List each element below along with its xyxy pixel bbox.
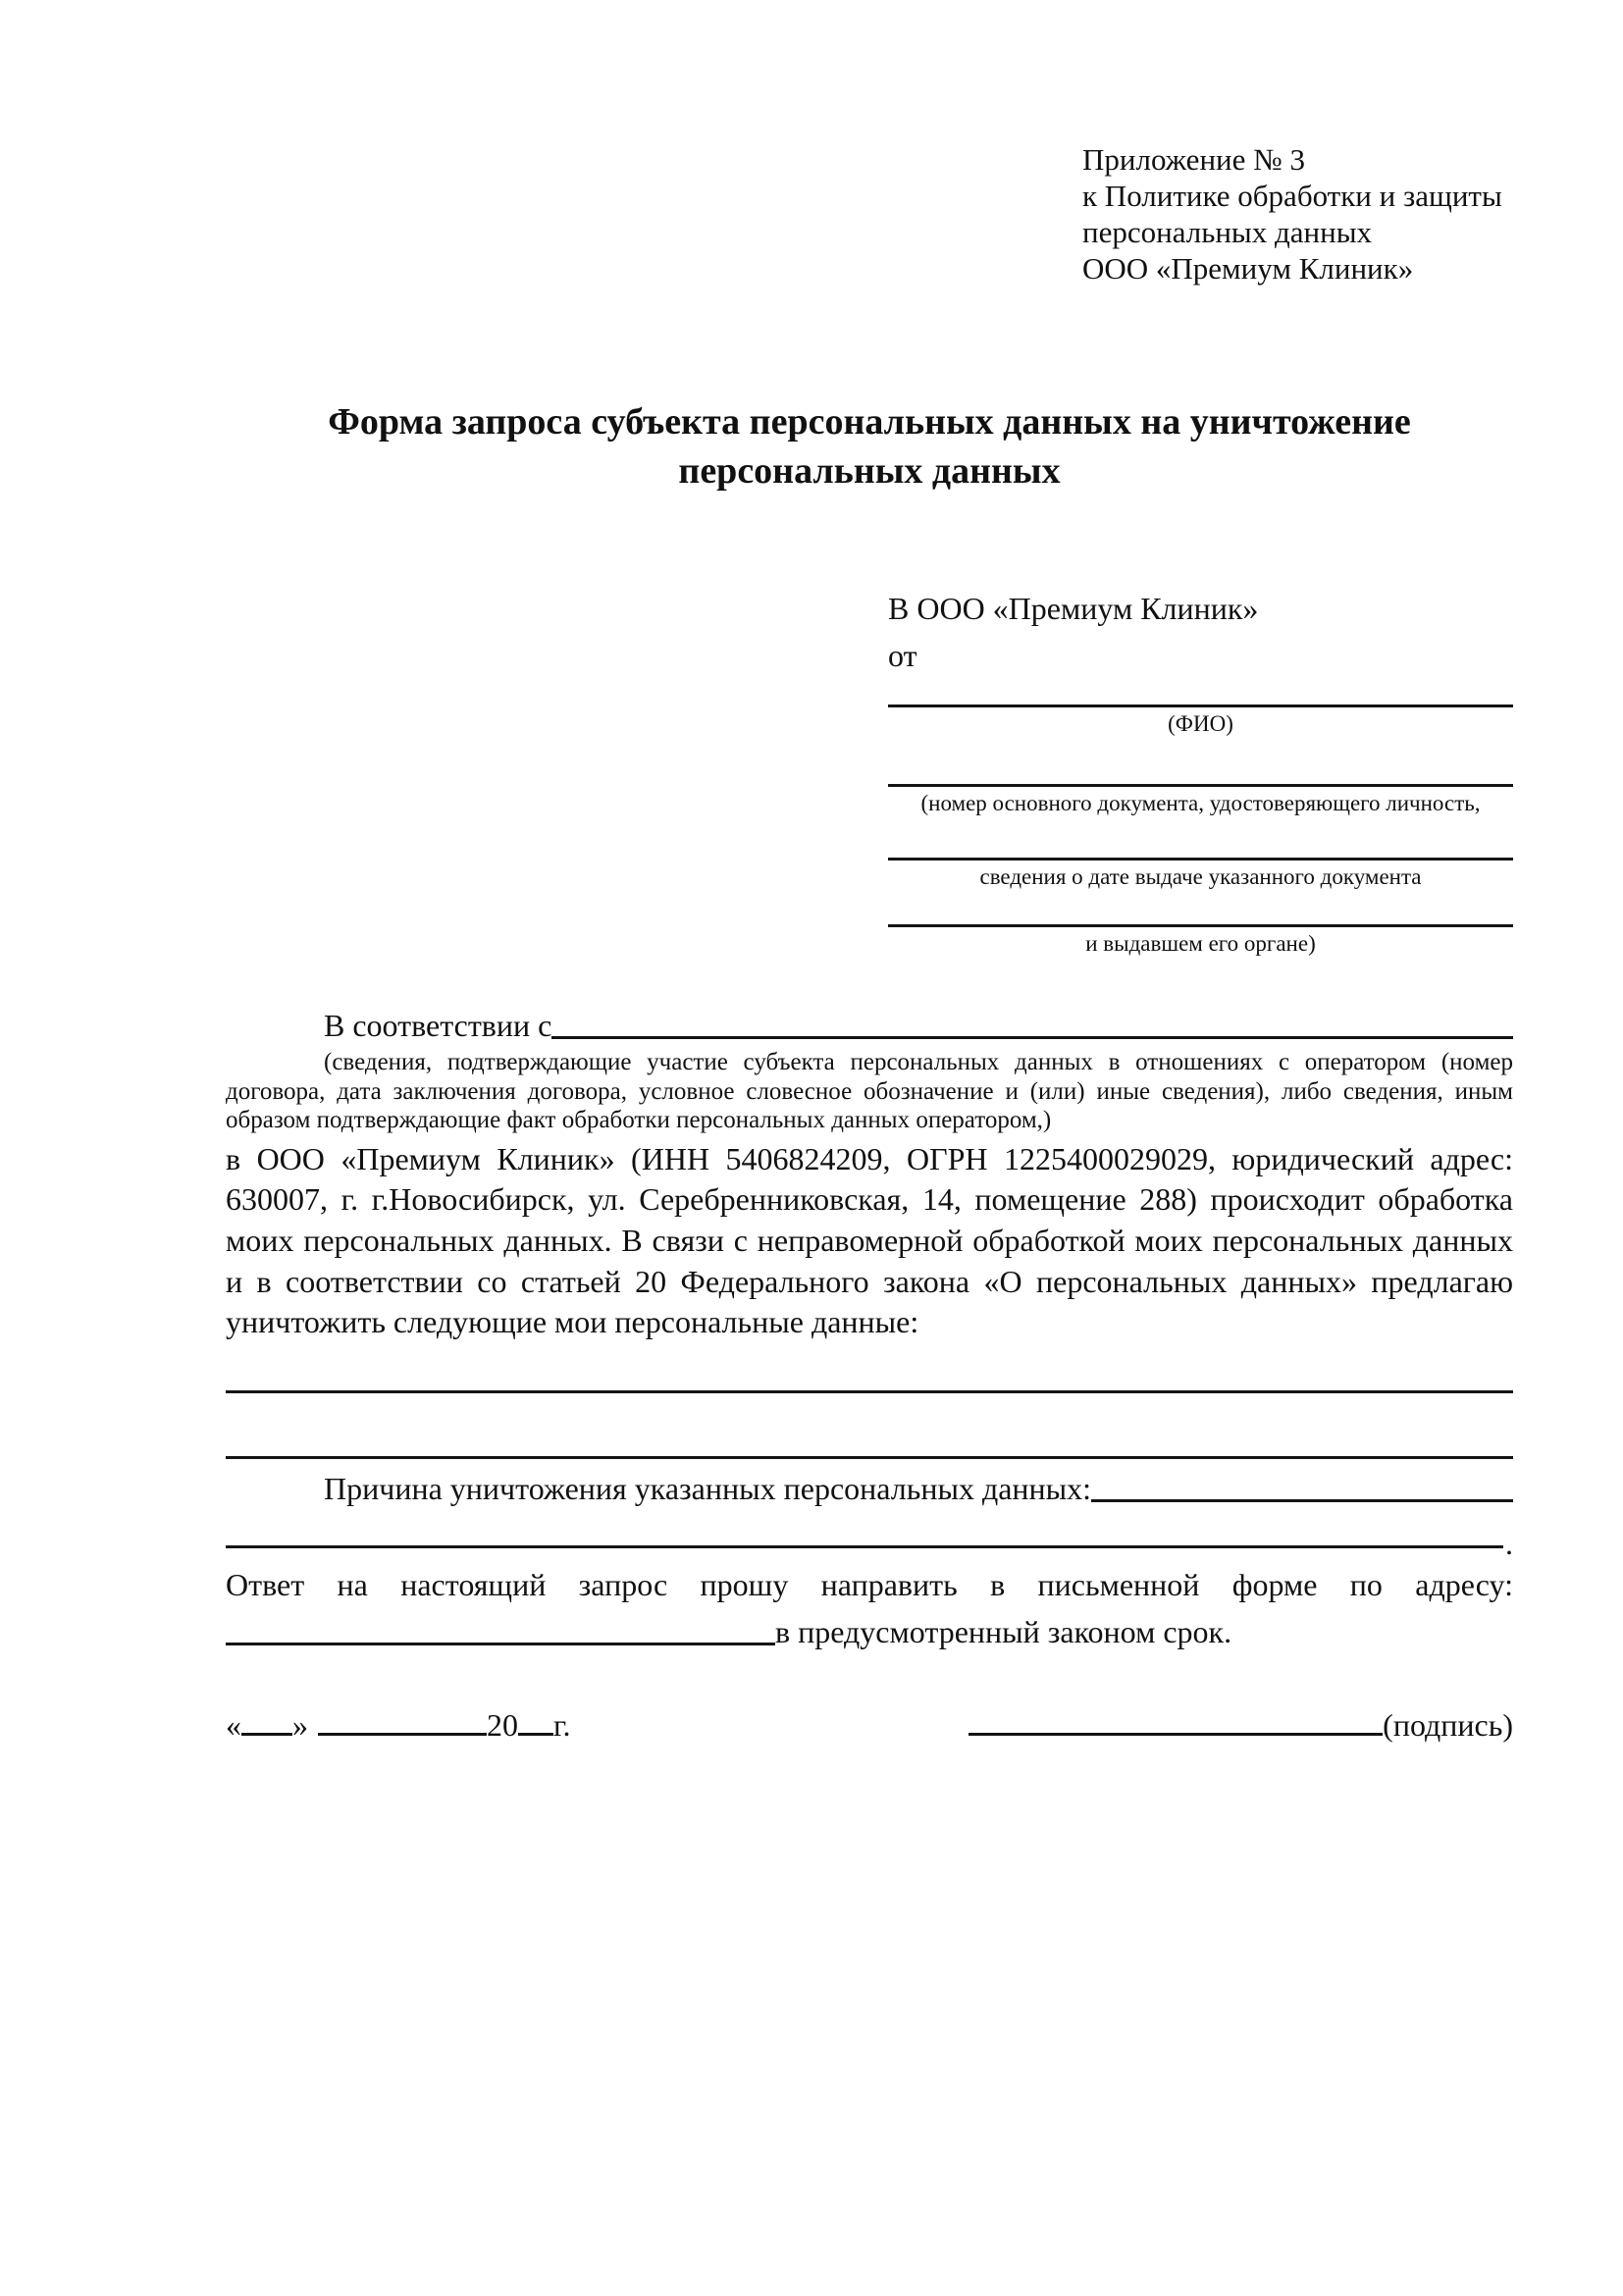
issue-date-field-caption: сведения о дате выдаче указанного документа	[979, 864, 1422, 890]
document-title: Форма запроса субъекта персональных данных на уничтожение персональных данных	[328, 400, 1411, 492]
appendix-header-line: персональных данных	[1082, 214, 1373, 249]
reason-continuation-row	[226, 1525, 1513, 1561]
date-group	[226, 1707, 571, 1744]
reason-row	[226, 1471, 1513, 1507]
accordance-note: (сведения, подтверждающие участие субъекта персональных данных в отношениях с оператором (номер договора, дата заключения договора, условное словесное обозначение и (или) иные сведения), либо сведения, иным образом подтверждающие факт обработки персональных данных оператором,)	[226, 1049, 1513, 1134]
accordance-label: В соответствии с	[324, 1008, 552, 1044]
date-signature-row	[226, 1707, 1513, 1744]
response-request-paragraph: Ответ на настоящий запрос прошу направить в письменной форме по адресу:	[226, 1567, 1513, 1602]
address-field-line[interactable]	[226, 1643, 775, 1645]
signature-group	[969, 1707, 1513, 1744]
reason-label: Причина уничтожения указанных персональных данных:	[324, 1470, 1092, 1506]
signature-field-line[interactable]	[969, 1732, 1383, 1736]
reason-trailing-period: .	[1505, 1525, 1513, 1561]
response-suffix: в предусмотренный законом срок.	[775, 1613, 1232, 1649]
recipient-from-label: от	[888, 638, 917, 674]
signature-caption: (подпись)	[1383, 1706, 1513, 1743]
date-close-quote: »	[292, 1706, 308, 1743]
date-year-field-line[interactable]	[518, 1732, 553, 1736]
reason-field-line-2[interactable]	[226, 1545, 1503, 1548]
date-month-field-line[interactable]	[318, 1732, 487, 1736]
personal-data-field-line-2[interactable]	[226, 1456, 1513, 1459]
date-day-field-line[interactable]	[241, 1732, 292, 1736]
appendix-header-line: к Политике обработки и защиты	[1082, 178, 1502, 213]
appendix-header-line: ООО «Премиум Клиник»	[1082, 250, 1414, 286]
recipient-to: В ООО «Премиум Клиник»	[888, 590, 1259, 626]
accordance-row	[226, 1008, 1513, 1044]
issuing-authority-field-caption: и выдавшем его органе)	[1085, 930, 1316, 956]
reason-field-line[interactable]	[1091, 1499, 1513, 1502]
accordance-field-line[interactable]	[551, 1036, 1513, 1039]
identity-document-field-caption: (номер основного документа, удостоверяющего личность,	[920, 791, 1481, 816]
appendix-header-line: Приложение № 3	[1082, 142, 1305, 177]
main-paragraph: в ООО «Премиум Клиник» (ИНН 5406824209, ОГРН 1225400029029, юридический адрес: 630007, г. г.Новосибирск, ул. Серебренниковская, 14, помещение 288) происходит обработка моих персональных данных. В связи с неправомерной обработкой моих персональных данных и в соответствии со статьей 20 Федерального закона «О персональных данных» предлагаю уничтожить следующие мои персональные данные:	[226, 1140, 1513, 1340]
date-century: 20	[487, 1706, 518, 1743]
address-row	[226, 1614, 1513, 1650]
recipient-block	[888, 590, 1513, 958]
appendix-header	[1082, 142, 1513, 287]
date-open-quote: «	[226, 1706, 241, 1743]
fio-field-caption: (ФИО)	[1168, 710, 1233, 736]
personal-data-field-line-1[interactable]	[226, 1390, 1513, 1393]
date-year-suffix: г.	[553, 1706, 571, 1743]
